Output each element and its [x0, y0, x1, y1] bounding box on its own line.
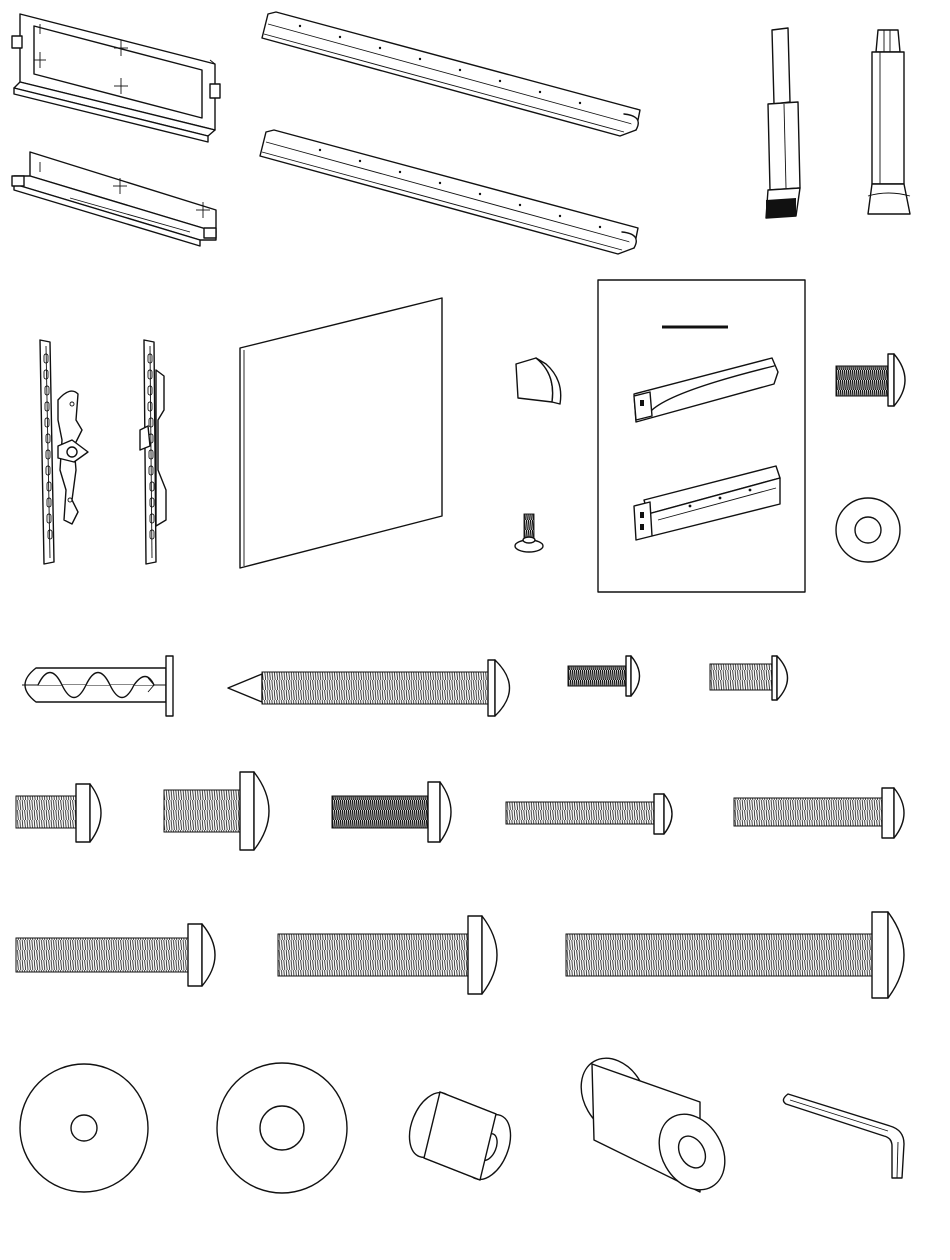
long-rail-lower [260, 130, 638, 254]
vertical-bracket-with-latch [40, 340, 88, 564]
boxed-channel-rails [598, 280, 805, 592]
wall-plate-small [12, 152, 216, 246]
spacer-tube-small [401, 1086, 520, 1186]
washer-large [20, 1064, 148, 1192]
spacer-tube-large [568, 1046, 738, 1201]
wall-plate-large [12, 14, 220, 142]
machine-screw-b [710, 656, 788, 700]
round-spacer [836, 498, 900, 562]
short-bolt [836, 354, 905, 406]
machine-screw-h [16, 924, 215, 986]
machine-screw-c [16, 784, 101, 842]
support-leg-narrow [766, 28, 800, 218]
machine-screw-a [568, 656, 640, 696]
machine-screw-f [506, 794, 672, 834]
hex-key [783, 1094, 904, 1178]
leveling-foot [515, 514, 543, 552]
vertical-bracket-plain [140, 340, 166, 564]
machine-screw-e [332, 782, 451, 842]
washer-medium [217, 1063, 347, 1193]
back-panel [240, 298, 442, 568]
long-rail-upper [262, 12, 640, 136]
end-cap [516, 358, 561, 404]
support-leg-wide [868, 30, 910, 214]
machine-screw-d [164, 772, 269, 850]
machine-screw-i [278, 916, 497, 994]
wall-anchor [22, 656, 173, 716]
lag-screw [228, 660, 510, 716]
machine-screw-j [566, 912, 904, 998]
machine-screw-g [734, 788, 904, 838]
